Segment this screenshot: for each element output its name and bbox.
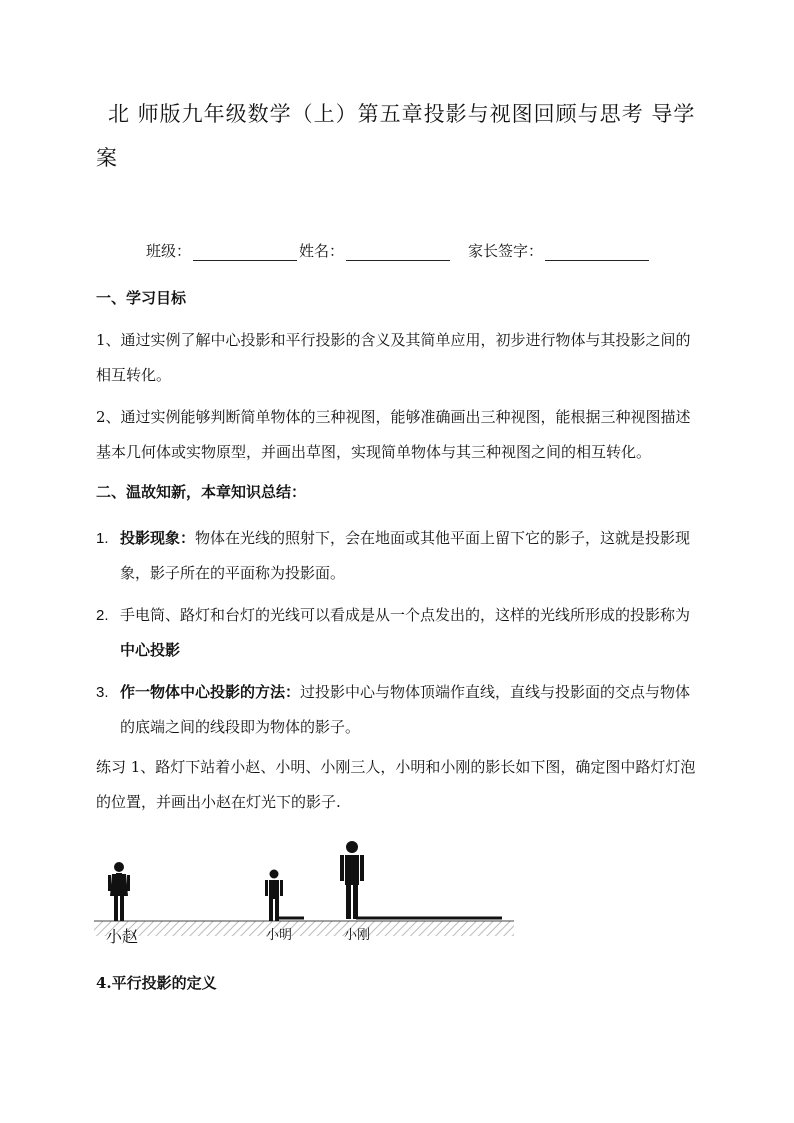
item-number: 1. bbox=[96, 530, 109, 547]
class-label: 班级： bbox=[146, 242, 192, 260]
label-xiaoming: 小明 bbox=[266, 928, 293, 943]
objective-2: 2、通过实例能够判断简单物体的三种视图，能够准确画出三种视图，能根据三种视图描述基本几何体或实物原型，并画出草图，实现简单物体与其三种视图之间的相互转化。 bbox=[96, 408, 691, 461]
person-xiaozhao-icon bbox=[108, 862, 130, 921]
objective-1: 1、通过实例了解中心投影和平行投影的含义及其简单应用，初步进行物体与其投影之间的相互转化。 bbox=[96, 331, 691, 384]
item-number: 3. bbox=[96, 684, 109, 701]
ground-hatch bbox=[94, 921, 514, 936]
figure-svg bbox=[94, 836, 516, 946]
name-blank[interactable] bbox=[346, 244, 450, 261]
knowledge-item-3 bbox=[96, 675, 702, 745]
exercise-1: 练习 1、路灯下站着小赵、小明、小刚三人，小明和小刚的影长如下图，确定图中路灯灯泡的位置，并画出小赵在灯光下的影子. bbox=[96, 758, 696, 811]
parent-signature-blank[interactable] bbox=[545, 244, 649, 261]
knowledge-item-1 bbox=[96, 521, 702, 591]
parent-signature-label: 家长签字： bbox=[468, 242, 544, 260]
streetlight-figure bbox=[94, 836, 516, 946]
objectives-heading: 一、学习目标 bbox=[96, 289, 187, 307]
item-text: 过投影中心与物体顶端作直线，直线与投影面的交点与物体的底端之间的线段即为物体的影子。 bbox=[120, 683, 691, 736]
label-xiaozhao: 小赵 bbox=[106, 927, 139, 946]
item-bold-term: 投影现象： bbox=[120, 529, 196, 547]
item-bold-term: 中心投影 bbox=[120, 641, 181, 659]
review-heading: 二、温故知新，本章知识总结： bbox=[96, 483, 307, 501]
item-number: 2. bbox=[96, 607, 109, 624]
item-bold-term: 作一物体中心投影的方法： bbox=[120, 683, 301, 701]
person-xiaogang-icon bbox=[340, 841, 364, 919]
section-4-heading: 4.平行投影的定义 bbox=[96, 974, 217, 992]
item-text: 手电筒、路灯和台灯的光线可以看成是从一个点发出的，这样的光线所形成的投影称为 bbox=[120, 606, 691, 624]
person-xiaoming-icon bbox=[265, 870, 283, 922]
name-label: 姓名： bbox=[299, 242, 345, 260]
page-title: 北 师版九年级数学（上）第五章投影与视图回顾与思考 导学案 bbox=[96, 102, 696, 170]
knowledge-item-2 bbox=[96, 598, 702, 668]
item-text: 物体在光线的照射下，会在地面或其他平面上留下它的影子，这就是投影现象，影子所在的平面称为投影面。 bbox=[120, 529, 691, 582]
label-xiaogang: 小刚 bbox=[344, 928, 371, 943]
class-blank[interactable] bbox=[193, 244, 297, 261]
student-info-row bbox=[146, 240, 651, 261]
